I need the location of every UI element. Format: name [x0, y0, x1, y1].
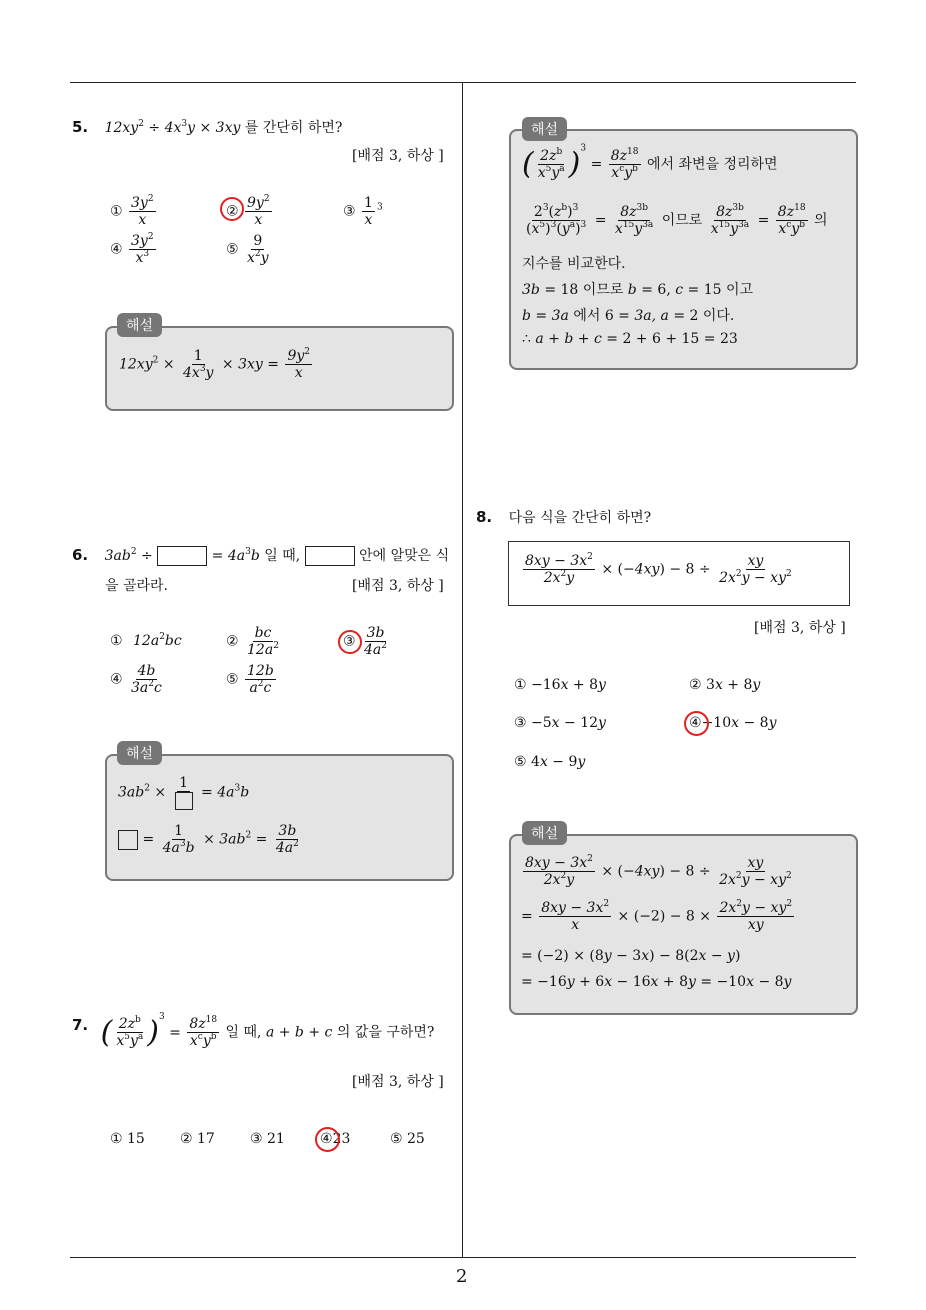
solution-line: 3b = 18 이므로 b = 6, c = 15 이고: [522, 282, 754, 298]
choice-5[interactable]: ⑤ 4x − 9y: [514, 754, 586, 770]
choice-3[interactable]: ③ $\frac{3b}{4a^2}$: [343, 625, 388, 659]
column-divider: [462, 83, 463, 1258]
blank-box: [157, 546, 207, 566]
choice-4[interactable]: ④ $\frac{4b}{3a^2c}$: [110, 663, 162, 697]
choice-5[interactable]: ⑤ 25: [390, 1131, 425, 1147]
answer-mark: [338, 630, 362, 654]
solution-tag: 해설: [117, 741, 162, 765]
page-number: 2: [456, 1266, 468, 1287]
solution-line: ( $\frac{2z^b}{x^5y^a}$ )$^3$ = $\frac{8z^{18}}{x^cy^b}$ 에서 좌변을 정리하면: [522, 143, 778, 182]
question-5: [72, 117, 452, 137]
choice-3[interactable]: ③ 21: [250, 1131, 285, 1147]
choice-5[interactable]: ⑤ $\frac{9}{x^2y}$: [226, 233, 269, 267]
choice-1[interactable]: ① $12a^2bc$: [110, 632, 182, 649]
choice-2[interactable]: ② 3x + 8y: [689, 677, 761, 693]
answer-mark: [220, 197, 244, 221]
question-8: [476, 507, 651, 527]
choice-3[interactable]: ③ −5x − 12y: [514, 715, 606, 731]
top-rule: [70, 82, 856, 83]
question-expression: $12xy^2 \div 4x^3y \times 3xy$: [104, 119, 241, 136]
choice-1[interactable]: ① 15: [110, 1131, 145, 1147]
solution-line: $12xy^2$ × $\frac{1}{4x^3y}$ × 3xy = $\frac{9y^2}{x}$: [119, 347, 311, 382]
choice-1[interactable]: ① −16x + 8y: [514, 677, 606, 693]
choice-4[interactable]: ④ $\frac{3y^2}{x^3}$: [110, 232, 154, 267]
choice-5[interactable]: ⑤ $\frac{12b}{a^2c}$: [226, 663, 274, 697]
choice-4[interactable]: ④−10x − 8y: [689, 715, 777, 731]
solution-line: b = 3a 에서 6 = 3a, a = 2 이다.: [522, 308, 735, 324]
solution-line: ∴ a + b + c = 2 + 6 + 15 = 23: [522, 331, 738, 347]
score-label: [배점 3, 하상 ]: [754, 620, 846, 636]
question-text: 을 골라라.: [105, 578, 168, 594]
solution-tag: 해설: [522, 117, 567, 141]
answer-mark: [315, 1127, 340, 1152]
choice-2[interactable]: ② 17: [180, 1131, 215, 1147]
choice-1[interactable]: ① $\frac{3y^2}{x}$: [110, 194, 154, 229]
question-text: 를 간단히 하면?: [244, 120, 343, 136]
score-label: [배점 3, 하상 ]: [352, 148, 444, 164]
solution-tag: 해설: [522, 821, 567, 845]
solution-line: = (−2) × (8y − 3x) − 8(2x − y): [521, 948, 741, 964]
bottom-rule: [70, 1257, 856, 1258]
question-7: 7. ( $\frac{2z^b}{x^5y^a}$ )$^3$ = $\frac{8z^{18}}{x^cy^b}$ 일 때, a + b + c 의 값을 구하면?: [72, 1011, 435, 1050]
question-6: 6. $3ab^2$ ÷ = $4a^3b$ 일 때, 안에 알맞은 식: [72, 546, 450, 564]
solution-box-6: [105, 754, 454, 881]
question-expression: $\frac{8xy - 3x^2}{2x^2y}$ × (−4xy) − 8 ÷ $\frac{xy}{2x^2y - xy^2}$: [525, 552, 792, 587]
solution-line: 지수를 비교한다.: [522, 256, 626, 272]
choice-2[interactable]: ② $\frac{bc}{12a^2}$: [226, 625, 279, 659]
blank-box: [305, 546, 355, 566]
solution-line: $3ab^2$ × 1 = $4a^3b$: [118, 775, 249, 810]
choice-2[interactable]: ② $\frac{9y^2}{x}$: [226, 194, 270, 229]
choice-4[interactable]: ④23: [320, 1131, 351, 1147]
solution-line: $\frac{2^3(z^b)^3}{(x^5)^3(y^a)^3}$ = $\frac{8z^{3b}}{x^{15}y^{3a}}$ 이므로 $\frac{8z^{3b}}{x^{15}y^{3a}}$ = $\frac{8z^{18}}{x^cy^b}$ 의: [526, 203, 828, 238]
question-number: 8.: [476, 508, 493, 526]
solution-line: = $\frac{1}{4a^3b}$ × $3ab^2$ = $\frac{3b}{4a^2}$: [118, 823, 303, 856]
question-text: 다음 식을 간단히 하면?: [508, 510, 652, 526]
answer-mark: [684, 711, 709, 736]
solution-line: = $\frac{8xy - 3x^2}{x}$ × (−2) − 8 × $\frac{2x^2y - xy^2}{xy}$: [521, 899, 793, 934]
score-label: [배점 3, 하상 ]: [352, 578, 444, 594]
question-number: 5.: [72, 118, 89, 136]
choice-3[interactable]: ③ $\frac{1}{x}$ $^3$: [343, 195, 383, 229]
solution-line: $\frac{8xy - 3x^2}{2x^2y}$ × (−4xy) − 8 ÷ $\frac{xy}{2x^2y - xy^2}$: [525, 854, 792, 889]
score-label: [배점 3, 하상 ]: [352, 1074, 444, 1090]
question-number: 6.: [72, 546, 89, 564]
solution-line: = −16y + 6x − 16x + 8y = −10x − 8y: [521, 974, 792, 990]
solution-tag: 해설: [117, 313, 162, 337]
question-number: 7.: [72, 1016, 89, 1034]
